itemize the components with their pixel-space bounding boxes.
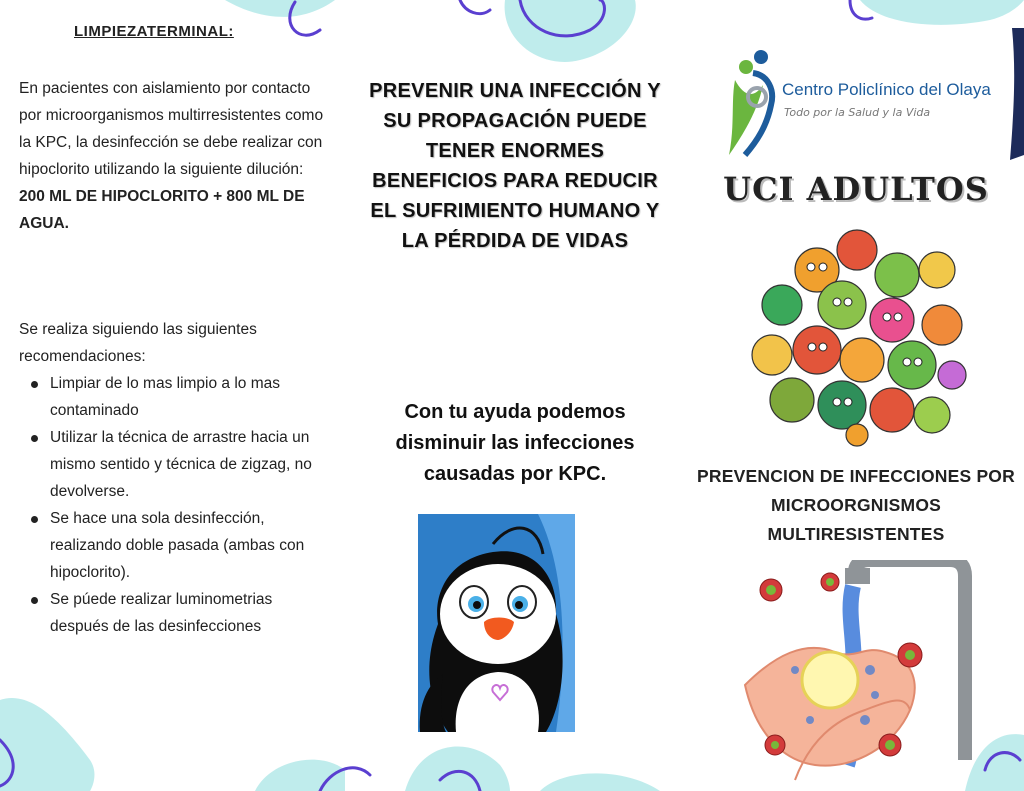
kpc-help-message: Con tu ayuda podemos disminuir las infecciones causadas por KPC. — [395, 401, 635, 485]
recommendations-intro: Se realiza siguiendo las siguientes recomendaciones: — [19, 321, 257, 365]
program-subtitle: PREVENCION DE INFECCIONES POR MICROORGNISMOS MULTIRESISTENTES — [697, 466, 1015, 544]
penguin-illustration — [418, 514, 575, 732]
list-item: Se púede realizar luminometrias después de las desinfecciones — [19, 586, 329, 640]
right-panel — [685, 0, 1024, 791]
germs-illustration — [747, 225, 967, 447]
clinic-name: Centro Policlínico del Olaya — [782, 80, 991, 99]
terminal-cleaning-title: LIMPIEZATERMINAL: — [74, 23, 234, 40]
list-item: Utilizar la técnica de arrastre hacia un mismo sentido y técnica de zigzag, no devolverse. — [19, 424, 329, 505]
recommendations-list — [19, 370, 329, 640]
unit-title: UCI ADULTOS — [723, 170, 989, 208]
list-item: Se hace una sola desinfección, realizando doble pasada (ambas con hipoclorito). — [19, 505, 329, 586]
disinfection-paragraph — [19, 75, 329, 237]
list-item: Limpiar de lo mas limpio a lo mas contaminado — [19, 370, 329, 424]
prevention-headline: PREVENIR UNA INFECCIÓN Y SU PROPAGACIÓN PUEDE TENER ENORMES BENEFICIOS PARA REDUCIR EL SUFRIMIENTO HUMANO Y LA PÉRDIDA DE VIDAS — [369, 80, 661, 252]
dilution-highlight: 200 ML DE HIPOCLORITO + 800 ML DE AGUA. — [19, 188, 305, 232]
clinic-slogan: Todo por la Salud y la Vida — [784, 106, 931, 119]
clinic-logo — [723, 45, 1023, 163]
left-panel — [0, 0, 340, 791]
middle-panel — [345, 0, 685, 791]
handwashing-illustration — [735, 560, 1010, 785]
disinfection-intro-text: En pacientes con aislamiento por contacto por microorganismos multirresistentes como la KPC, la desinfección se debe realizar con hipoclorito utilizando la siguiente dilución: — [19, 80, 324, 178]
